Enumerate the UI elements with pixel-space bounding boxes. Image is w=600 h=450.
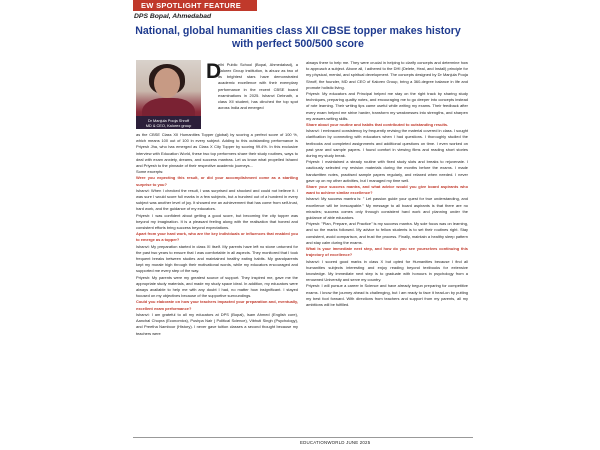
- section-banner: EW SPOTLIGHT FEATURE: [133, 0, 257, 11]
- body-paragraph: Ishanvi: My success mantra is: " Let passion guide your quest for true understanding, and excellence will be inescapable." My message to all board aspirants is that there are no miracles; success comes only through consistent hard work and planning under the guidance of able educators.: [306, 196, 468, 221]
- body-paragraph: Ishanvi: When I checked the result, I was surprised and shocked and could not believe it. I was sure I would score full marks in a few subjects, but a hundred out of a hundred in every subject was another level of joy. It showed me an achievement that has come from self-trust, hard work, and the guidance of my educators.: [136, 187, 298, 212]
- photo-caption: [136, 116, 201, 129]
- body-paragraph: Ishanvi: My preparation started in class XI itself. My parents have left no stone unturned for the past two years to ensure that I was comfortable in all aspects. They monitored that I took frequent breaks between studies and maintained healthy eating habits. My grandparents kept my morale high through their motivational words, while my educators encouraged and supported me every step of the way.: [136, 243, 298, 274]
- intro-paragraph: elhi Public School (Bopal, Ahmedabad), a Kalorex Group institution, is abuzz as two of its brightest stars have demonstrated academic excellence with their exemplary performance in the recent CBSE board examinations in 2025. Ishanvi Debnath, a class XII student, has clinched the top spot across India and emerged: [218, 62, 298, 111]
- body-paragraph: Ishanvi: I scored good marks in class X but opted for Humanities because I find all humanities subjects interesting and enjoy reading beyond textbooks for extensive knowledge. My immediate next step is to graduate with honours in psychology from a renowned University and serve my country.: [306, 258, 468, 283]
- question-heading: Could you elaborate on how your teachers impacted your preparation and, eventually, excellent exam performance?: [136, 299, 298, 311]
- body-paragraph: Priyesh: "Plan, Prepare, and Practice" is my success mantra. My sole focus was on learning, and so the marks followed. My advice to fellow students is to set their routines right. Stay consistent, avoid comparison, and trust the process. Finally, maintain a healthy sleep pattern and stay calm during the exams.: [306, 221, 468, 245]
- article-column-left: [136, 132, 298, 337]
- article-column-right: [306, 60, 468, 308]
- page-footer: EDUCATIONWORLD JUNE 2025: [300, 440, 371, 445]
- portrait-face: [154, 68, 180, 98]
- portrait-photo: [136, 60, 201, 129]
- body-paragraph: as the CBSE Class XII Humanities Topper (global) by scoring a perfect score of 100 %, which means 100 out of 100 in every subject. Adding to this outstanding performance is Priyesh Jha, who has emerged as Class X City Topper by scoring 99.4%. In this exclusive interview with Education World, these two top performers share their study routines, ways to deal with exam anxiety, dreams, and success mantras. Let us know what propelled Ishanvi and Priyesh to the pinnacle of their respective academic journeys...: [136, 132, 298, 169]
- question-heading: Share about your routine and habits that contributed to outstanding results.: [306, 122, 449, 128]
- location-kicker: DPS Bopal, Ahmedabad: [134, 13, 212, 20]
- caption-name: Dr Manjula Pooja Shroff: [147, 117, 190, 123]
- body-paragraph: Priyesh: I was confident about getting a good score, but becoming the city topper was beyond my imagination. It is a pleasant feeling along with the realisation that honest and consistent efforts bring success beyond expectations.: [136, 212, 298, 231]
- question-heading: Were you expecting this result, or did your accomplishment come as a startling surprise to you?: [136, 175, 298, 187]
- body-paragraph: Some excerpts:: [136, 169, 164, 175]
- body-paragraph: always there to help me. They were crucial in helping to clarify concepts and determine how to approach a subject. Above all, I adhered to the DHI (Delete, Heal, and Install) principle for my physical, mental, and spiritual development. The concepts designed by Dr Manjula Pooja Shroff, the founder, MD and CEO of Kalorex Group, bring a 360-degree balance in life and promote holistic living.: [306, 60, 468, 90]
- body-paragraph: Ishanvi: I embraced consistency by frequently revising the material covered in class. I sought clarification by connecting with educators when I had questions. I thoroughly studied the textbooks and completed assignments and additional questions on time. I even worked on past year and sample papers. I found comfort in viewing films and reading short stories during my study break.: [306, 128, 468, 159]
- body-paragraph: Priyesh: I will pursue a career in Science and have already begun preparing for competitive exams. I know the journey ahead is challenging, but I am ready to face it head-on by putting my best foot forward. With directions from teachers and support from my parents, all my ambitions will be fulfilled.: [306, 283, 468, 307]
- question-heading: What is your immediate next step, and how do you see yourselves continuing this trajectory of excellence?: [306, 246, 468, 258]
- body-paragraph: Priyesh: I maintained a steady routine with fixed study slots and breaks to rejuvenate. I cautiously selected my revision materials during the months before the exams. I made handwritten notes, practised sample papers regularly, and relaxed when needed. I never gave up on my other activities, but I managed my time well.: [306, 159, 468, 183]
- caption-role: MD & CEO, Kalorex group: [145, 122, 192, 128]
- footer-rule: [133, 437, 473, 438]
- article-headline: National, global humanities class XII CBSE topper makes history with perfect 500/500 score: [135, 25, 461, 50]
- drop-cap: D: [206, 60, 222, 83]
- body-paragraph: Priyesh: My parents were my greatest source of support. They inspired me, gave me the appropriate study materials, and made my study space ideal. In addition, my educators were always available to help me with any doubt I had, no matter how insignificant. I stayed focused on my objectives because of the supportive surroundings.: [136, 274, 298, 299]
- question-heading: Apart from your hard work, who are the key individuals or influences that enabled you to emerge as a topper?: [136, 231, 298, 243]
- body-paragraph: Priyesh: My educators and Principal helped me stay on the right track by sharing study techniques, preparing quality notes, and encouraging me to go deeper into concepts instead of rote learning. Their writing tips came useful while writing my exams. Their feedback after every exam helped me strive harder, transform my weaknesses into strengths, and sharpen my answer-writing skills.: [306, 91, 468, 121]
- question-heading: Share your success mantra, and what advice would you give board aspirants who want to achieve similar excellence?: [306, 184, 468, 196]
- body-paragraph: Ishanvi: I am grateful to all my educators at DPS (Bopal), Isam Ahmed (English core), Aanchal Chopra (Economics), Pushpa Nair ( Political Science), Vibhuti Singh (Psychology), and Preetha Namboor (History). I never gave tuition classes a second thought because my teachers were: [136, 311, 298, 336]
